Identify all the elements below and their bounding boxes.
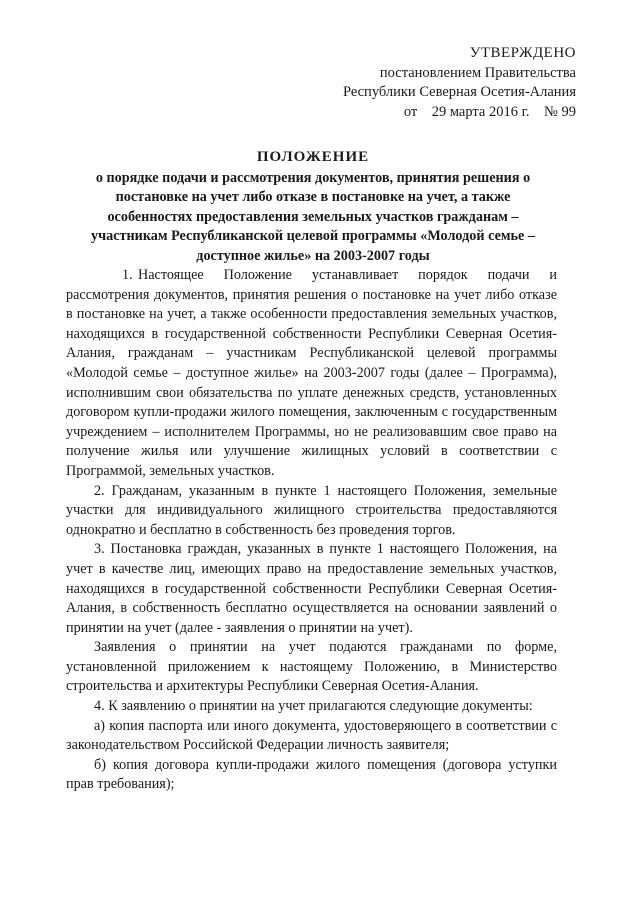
approval-line-1: постановлением Правительства (379, 64, 576, 81)
paragraph-4-item-b: б) копия договора купли-продажи жилого помещения (договора уступки прав требования); (66, 756, 557, 793)
paragraph-1 (66, 266, 557, 482)
paragraph-3: 3. Постановка граждан, указанных в пункте 1 настоящего Положения, на учет в качестве лиц, имеющих право на предоставление земельных участков, находящихся в государственной собственности Республики Северная Осетия-Алания, в собственность бесплатно осуществляется на основании заявлений о принятии на учет (далее - заявления о принятии на учет). (66, 541, 557, 636)
paragraph-3-continued: Заявления о принятии на учет подаются гражданами по форме, установленной приложением к настоящему Положению, в Министерство строительства и архитектуры Республики Северная Осетия-Алания. (66, 639, 557, 695)
approval-stamp (343, 44, 576, 122)
title-line-2: постановке на учет либо отказе в постановке на учет, а также (115, 189, 511, 205)
title-line-5: доступное жилье» на 2003-2007 годы (196, 247, 430, 264)
approval-line-2: Республики Северная Осетия-Алания (342, 84, 576, 100)
approval-heading: УТВЕРЖДЕНО (469, 45, 576, 61)
approval-line-3: от 29 марта 2016 г. № 99 (403, 103, 576, 120)
title-line-1: о порядке подачи и рассмотрения документов, принятия решения о (95, 169, 531, 186)
title-line-4: участникам Республиканской целевой программы «Молодой семье – (91, 228, 535, 244)
document-body (66, 266, 557, 795)
paragraph-4: 4. К заявлению о принятии на учет прилагаются следующие документы: (94, 698, 533, 715)
paragraph-2: 2. Гражданам, указанным в пункте 1 настоящего Положения, земельные участки для индивидуального жилищного строительства предоставляются однократно и бесплатно в собственность без проведения торгов. (66, 482, 557, 538)
document-title (58, 148, 568, 266)
title-line-3: особенностях предоставления земельных участков гражданам – (107, 208, 519, 225)
paragraph-1-text: Настоящее Положение устанавливает порядок подачи и рассмотрения документов, принятия решения о постановке на учет либо отказе в постановке на учет, а также особенности предоставления земельных участков, находящихся в государственной собственности Республики Северная Осетия-Алания, гражданам – участникам Республиканской целевой программы «Молодой семье – доступное жилье» на 2003-2007 годы (далее – Программа), исполнившим свои обязательства по уплате денежных средств, установленных договором купли-продажи жилого помещения, заключенным с государственным учреждением – исполнителем Программы, но не реализовавшим свое право на получение жилья или улучшение жилищных условий в соответствии с Программой, земельных участков. (66, 267, 557, 479)
paragraph-4-item-a: а) копия паспорта или иного документа, удостоверяющего в соответствии с законодательством Российской Федерации личность заявителя; (66, 717, 557, 754)
paragraph-1-number: 1. (122, 267, 133, 283)
title-main: ПОЛОЖЕНИЕ (256, 149, 370, 165)
